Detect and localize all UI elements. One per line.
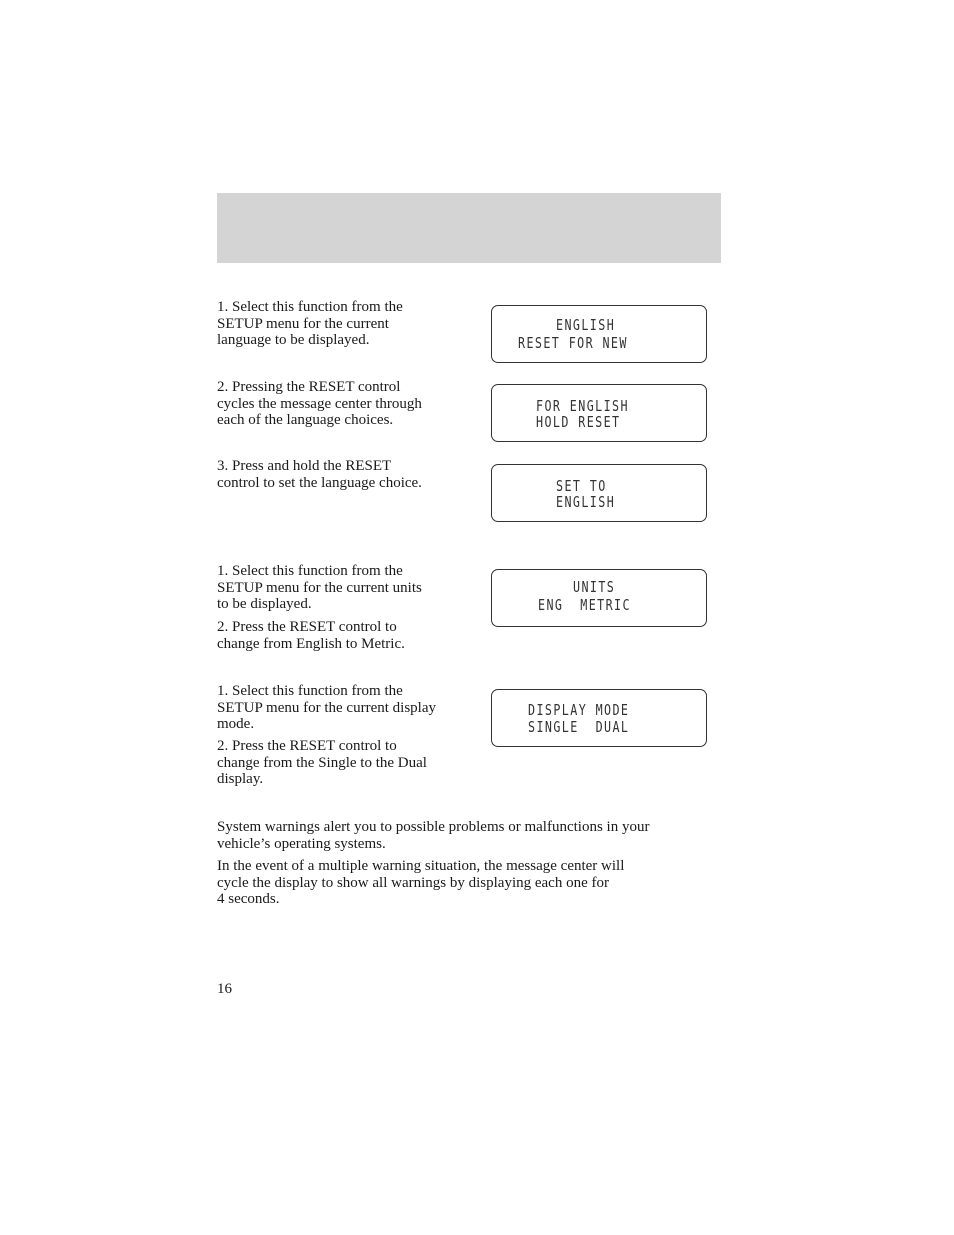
lcd-line-2: RESET FOR NEW — [518, 334, 628, 352]
display-mode-step-2: 2. Press the RESET control to change from the Single to the Dual display. — [217, 738, 427, 788]
system-warnings-paragraph-1: System warnings alert you to possible problems or malfunctions in your vehicle’s operating systems. — [217, 819, 650, 852]
lcd-display-for-english — [491, 384, 707, 442]
lcd-display-units — [491, 569, 707, 627]
page-number: 16 — [217, 981, 232, 997]
lcd-display-mode — [491, 689, 707, 747]
lcd-line-1: FOR ENGLISH — [536, 397, 629, 415]
section-header-band — [217, 193, 721, 263]
lcd-display-english — [491, 305, 707, 363]
language-step-1: 1. Select this function from the SETUP menu for the current language to be displayed. — [217, 299, 403, 349]
lcd-line-1: ENGLISH — [556, 316, 616, 334]
lcd-line-2: ENG METRIC — [538, 596, 631, 614]
display-mode-step-1: 1. Select this function from the SETUP menu for the current display mode. — [217, 683, 436, 733]
lcd-line-2: HOLD RESET — [536, 413, 621, 431]
lcd-line-1: SET TO — [556, 477, 607, 495]
language-step-3: 3. Press and hold the RESET control to set the language choice. — [217, 458, 422, 491]
lcd-display-set-to-english — [491, 464, 707, 522]
lcd-line-1: DISPLAY MODE — [528, 701, 630, 719]
units-step-2: 2. Press the RESET control to change from English to Metric. — [217, 619, 405, 652]
units-step-1: 1. Select this function from the SETUP menu for the current units to be displayed. — [217, 563, 422, 613]
lcd-line-2: ENGLISH — [556, 493, 616, 511]
language-step-2: 2. Pressing the RESET control cycles the message center through each of the language choices. — [217, 379, 422, 429]
system-warnings-paragraph-2: In the event of a multiple warning situation, the message center will cycle the display to show all warnings by displaying each one for 4 seconds. — [217, 858, 625, 908]
lcd-line-2: SINGLE DUAL — [528, 718, 630, 736]
lcd-line-1: UNITS — [573, 578, 616, 596]
